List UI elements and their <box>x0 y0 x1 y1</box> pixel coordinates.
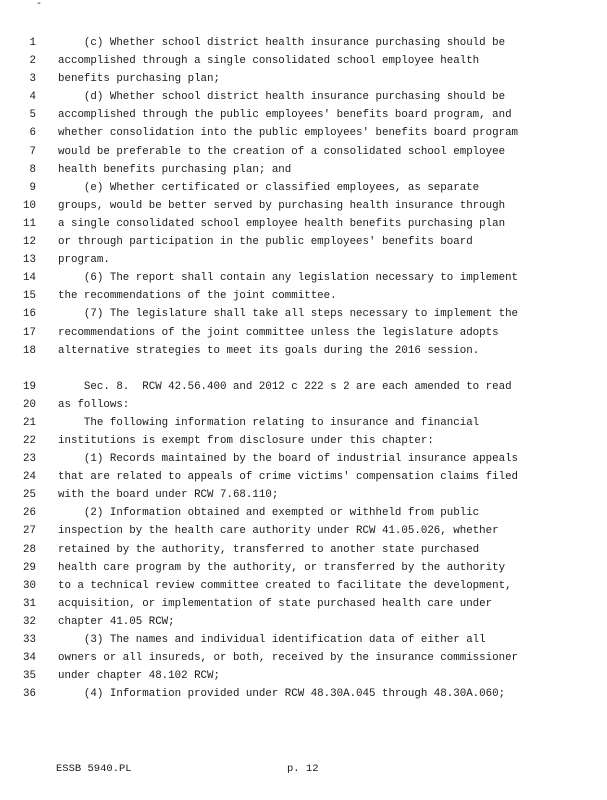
document-line <box>0 577 607 595</box>
line-text: health benefits purchasing plan; and <box>58 163 292 176</box>
document-line <box>0 34 607 52</box>
line-text: The following information relating to insurance and financial <box>58 416 480 429</box>
line-number: 34 <box>23 652 36 665</box>
line-text: (3) The names and individual identification data of either all <box>58 634 486 646</box>
document-line <box>0 287 607 305</box>
line-text: would be preferable to the creation of a consolidated school employee <box>58 145 506 158</box>
line-text: or through participation in the public employees' benefits board <box>58 236 473 249</box>
line-number: 19 <box>23 380 36 393</box>
document-line <box>0 197 607 215</box>
line-number: 30 <box>23 579 36 592</box>
document-line <box>0 70 607 88</box>
document-line <box>0 541 607 559</box>
section-rcw-amendment <box>0 378 607 704</box>
document-line <box>0 450 607 468</box>
line-number: 15 <box>23 290 36 303</box>
line-number: 21 <box>23 416 36 429</box>
line-number: 3 <box>29 73 36 86</box>
line-number: 28 <box>23 543 36 556</box>
line-text: a single consolidated school employee health benefits purchasing plan <box>58 217 506 230</box>
line-number: 6 <box>29 127 36 140</box>
line-number: 24 <box>23 471 36 484</box>
line-text: as follows: <box>58 398 130 411</box>
line-text: health care program by the authority, or transferred by the authority <box>58 561 506 574</box>
line-number: 20 <box>23 398 36 411</box>
line-text: the recommendations of the joint committee. <box>58 290 337 303</box>
line-text: (4) Information provided under RCW 48.30A.045 through 48.30A.060; <box>58 688 506 701</box>
line-number: 36 <box>23 688 36 701</box>
document-line <box>0 143 607 161</box>
document-body <box>0 34 607 703</box>
document-line <box>0 667 607 685</box>
line-number: 14 <box>23 272 36 285</box>
line-number: 22 <box>23 434 36 447</box>
document-line <box>0 378 607 396</box>
line-number: 7 <box>29 145 36 158</box>
line-number: 17 <box>23 326 36 339</box>
line-text: chapter 41.05 RCW; <box>58 615 175 628</box>
document-line <box>0 595 607 613</box>
document-line <box>0 269 607 287</box>
document-line <box>0 613 607 631</box>
line-text: (d) Whether school district health insurance purchasing should be <box>58 91 506 104</box>
document-line <box>0 106 607 124</box>
document-line <box>0 559 607 577</box>
line-text: recommendations of the joint committee unless the legislature adopts <box>58 326 499 339</box>
document-line <box>0 305 607 323</box>
line-number: 13 <box>23 254 36 267</box>
line-text: groups, would be better served by purchasing health insurance through <box>58 199 506 212</box>
document-line <box>0 685 607 703</box>
line-text: program. <box>58 254 110 267</box>
line-number: 2 <box>29 55 36 68</box>
line-number: 32 <box>23 615 36 628</box>
document-line <box>0 233 607 251</box>
line-text: accomplished through a single consolidated school employee health <box>58 55 480 68</box>
line-text: (c) Whether school district health insurance purchasing should be <box>58 37 506 49</box>
line-number: 1 <box>29 37 36 49</box>
top-mark: - <box>36 0 43 10</box>
document-line <box>0 432 607 450</box>
line-text: (7) The legislature shall take all steps necessary to implement the <box>58 308 519 321</box>
line-text: to a technical review committee created to facilitate the development, <box>58 579 512 592</box>
line-number: 5 <box>29 109 36 122</box>
document-line <box>0 522 607 540</box>
document-line <box>0 468 607 486</box>
section-gap <box>0 360 607 378</box>
line-text: alternative strategies to meet its goals during the 2016 session. <box>58 344 480 357</box>
line-number: 9 <box>29 181 36 194</box>
section-school-health-insurance <box>0 34 607 360</box>
line-text: (2) Information obtained and exempted or withheld from public <box>58 507 480 520</box>
line-text: institutions is exempt from disclosure under this chapter: <box>58 434 434 447</box>
line-number: 23 <box>23 453 36 466</box>
line-text: benefits purchasing plan; <box>58 73 220 86</box>
line-text: that are related to appeals of crime victims' compensation claims filed <box>58 471 519 484</box>
document-line <box>0 649 607 667</box>
line-text: whether consolidation into the public employees' benefits board program <box>58 127 519 140</box>
line-number: 12 <box>23 236 36 249</box>
line-number: 35 <box>23 670 36 683</box>
line-text: retained by the authority, transferred to another state purchased <box>58 543 480 556</box>
line-text: under chapter 48.102 RCW; <box>58 670 220 683</box>
line-number: 4 <box>29 91 36 104</box>
line-number: 25 <box>23 489 36 502</box>
document-line <box>0 161 607 179</box>
document-line <box>0 324 607 342</box>
line-number: 18 <box>23 344 36 357</box>
line-text: inspection by the health care authority under RCW 41.05.026, whether <box>58 525 499 538</box>
line-number: 8 <box>29 163 36 176</box>
document-line <box>0 396 607 414</box>
line-number: 26 <box>23 507 36 520</box>
line-number: 33 <box>23 634 36 646</box>
footer-page-number: p. 12 <box>287 763 319 775</box>
document-line <box>0 88 607 106</box>
line-text: Sec. 8. RCW 42.56.400 and 2012 c 222 s 2 are each amended to read <box>58 380 512 393</box>
line-text: acquisition, or implementation of state purchased health care under <box>58 597 493 610</box>
line-number: 11 <box>23 217 36 230</box>
document-line <box>0 251 607 269</box>
document-line <box>0 486 607 504</box>
document-line <box>0 631 607 649</box>
line-text: with the board under RCW 7.68.110; <box>58 489 279 502</box>
document-line <box>0 414 607 432</box>
line-text: (6) The report shall contain any legislation necessary to implement <box>58 272 519 285</box>
footer-document-id: ESSB 5940.PL <box>56 763 132 775</box>
line-text: (e) Whether certificated or classified employees, as separate <box>58 181 480 194</box>
document-line <box>0 504 607 522</box>
line-text: owners or all insureds, or both, received by the insurance commissioner <box>58 652 519 665</box>
line-text: (1) Records maintained by the board of industrial insurance appeals <box>58 453 519 466</box>
line-number: 10 <box>23 199 36 212</box>
document-line <box>0 342 607 360</box>
document-line <box>0 215 607 233</box>
line-number: 27 <box>23 525 36 538</box>
line-number: 29 <box>23 561 36 574</box>
document-line <box>0 179 607 197</box>
document-line <box>0 124 607 142</box>
line-number: 31 <box>23 597 36 610</box>
line-number: 16 <box>23 308 36 321</box>
document-line <box>0 52 607 70</box>
line-text: accomplished through the public employees' benefits board program, and <box>58 109 512 122</box>
